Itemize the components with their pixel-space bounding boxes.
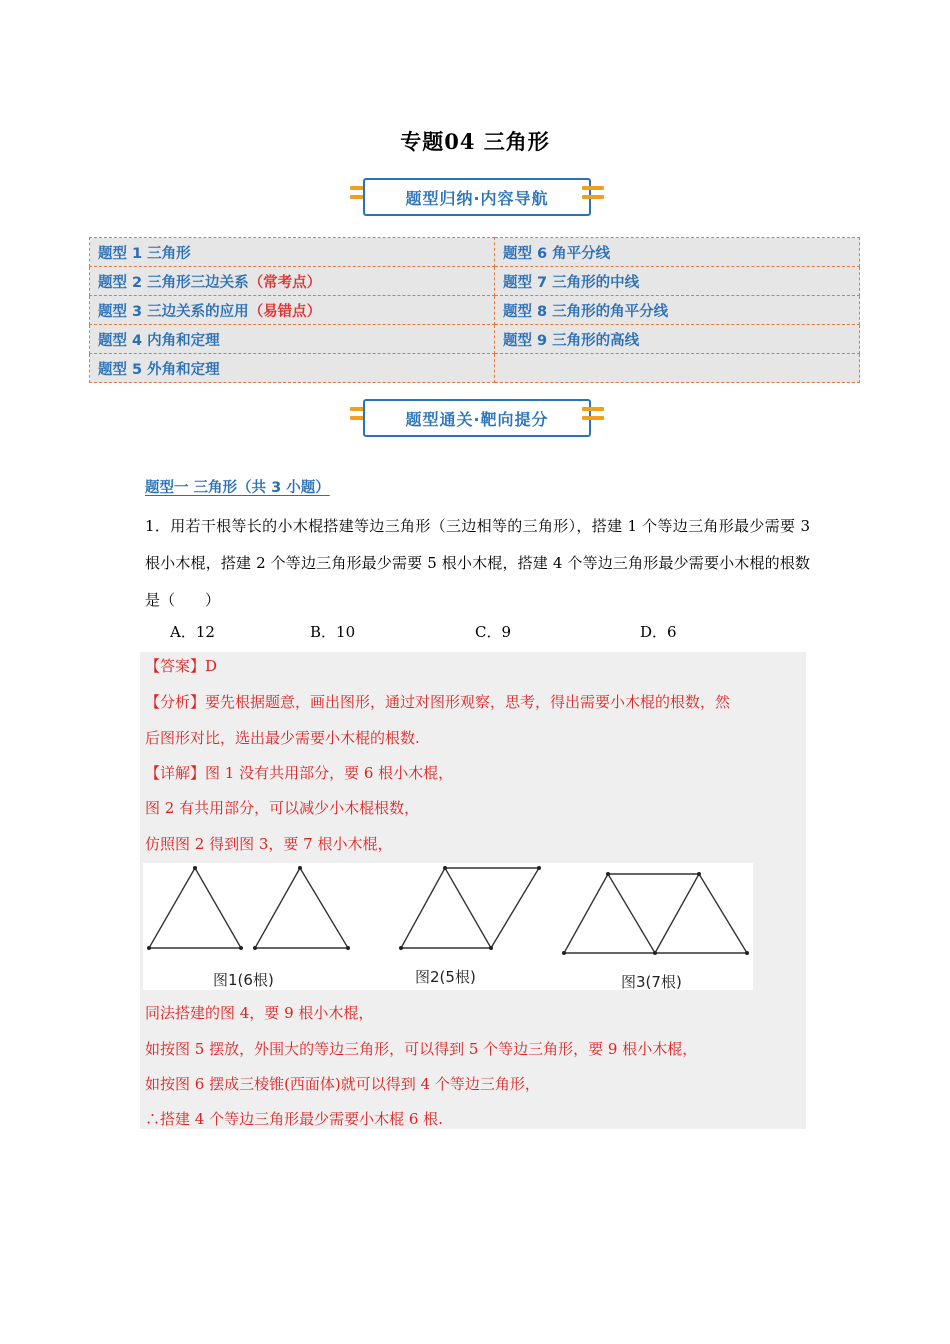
conclusion-line: ∴搭建 4 个等边三角形最少需要小木棍 6 根. bbox=[145, 1110, 443, 1128]
figure-caption: 图1(6根) bbox=[213, 971, 274, 989]
toc-item[interactable]: 题型 4 内角和定理 bbox=[90, 325, 495, 354]
content-nav-banner bbox=[350, 176, 602, 218]
detail-line: 仿照图 2 得到图 3，要 7 根小木棍， bbox=[145, 835, 393, 853]
detail-line: 如按图 5 摆放，外围大的等边三角形，可以得到 5 个等边三角形，要 9 根小木棍， bbox=[145, 1040, 698, 1058]
figure-caption: 图3(7根) bbox=[621, 973, 682, 991]
practice-banner bbox=[350, 397, 602, 439]
equal-sign-icon bbox=[582, 186, 604, 204]
question-text: 1．用若干根等长的小木棍搭建等边三角形（三边相等的三角形），搭建 1 个等边三角形最少需要 3 根小木棍，搭建 2 个等边三角形最少需要 5 根小木棍，搭建 4 个等边三角形最少需要小木棍的根数是（ ） bbox=[145, 517, 810, 609]
detail-line: 图 2 有共用部分，可以减少小木棍根数， bbox=[145, 799, 420, 817]
analysis-line: 【分析】要先根据题意，画出图形，通过对图形观察，思考，得出需要小木棍的根数，然 bbox=[145, 693, 731, 711]
option-d[interactable]: D．6 bbox=[640, 623, 677, 641]
figure-caption: 图2(5根) bbox=[415, 968, 476, 986]
option-b[interactable]: B．10 bbox=[310, 623, 356, 641]
toc-item-empty bbox=[495, 354, 860, 383]
triangle-shape bbox=[401, 868, 491, 948]
triangle-shape bbox=[445, 868, 539, 948]
toc-item[interactable]: 题型 3 三边关系的应用（易错点） bbox=[90, 296, 495, 325]
equal-sign-icon bbox=[582, 407, 604, 425]
triangle-shape bbox=[608, 874, 699, 953]
table-row bbox=[90, 354, 860, 383]
page-title: 专题04 三角形 bbox=[400, 129, 550, 154]
answer-options bbox=[170, 617, 790, 645]
toc-item[interactable]: 题型 2 三角形三边关系（常考点） bbox=[90, 267, 495, 296]
practice-banner-label: 题型通关·靶向提分 bbox=[363, 399, 591, 437]
section-heading[interactable]: 题型一 三角形（共 3 小题） bbox=[145, 480, 330, 496]
triangle-shape bbox=[255, 868, 348, 948]
answer-line: 【答案】D bbox=[145, 657, 218, 675]
triangle-shape bbox=[564, 874, 655, 953]
topic-table bbox=[89, 237, 860, 383]
toc-item[interactable]: 题型 9 三角形的高线 bbox=[495, 325, 860, 354]
toc-item[interactable]: 题型 5 外角和定理 bbox=[90, 354, 495, 383]
toc-item[interactable]: 题型 6 角平分线 bbox=[495, 238, 860, 267]
table-row bbox=[90, 325, 860, 354]
table-row bbox=[90, 296, 860, 325]
table-row bbox=[90, 238, 860, 267]
triangle-shape bbox=[655, 874, 747, 953]
triangle-shape bbox=[149, 868, 241, 948]
table-row bbox=[90, 267, 860, 296]
toc-item[interactable]: 题型 1 三角形 bbox=[90, 238, 495, 267]
detail-line: 如按图 6 摆成三棱锥(西面体)就可以得到 4 个等边三角形， bbox=[145, 1075, 540, 1093]
toc-item[interactable]: 题型 8 三角形的角平分线 bbox=[495, 296, 860, 325]
detail-line: 【详解】图 1 没有共用部分，要 6 根小木棍， bbox=[145, 764, 454, 782]
triangle-figure bbox=[143, 863, 753, 990]
analysis-line: 后图形对比，选出最少需要小木棍的根数. bbox=[145, 729, 420, 747]
content-nav-banner-label: 题型归纳·内容导航 bbox=[363, 178, 591, 216]
detail-line: 同法搭建的图 4，要 9 根小木棍， bbox=[145, 1004, 374, 1022]
toc-item[interactable]: 题型 7 三角形的中线 bbox=[495, 267, 860, 296]
option-a[interactable]: A．12 bbox=[170, 623, 215, 641]
option-c[interactable]: C．9 bbox=[475, 623, 512, 641]
